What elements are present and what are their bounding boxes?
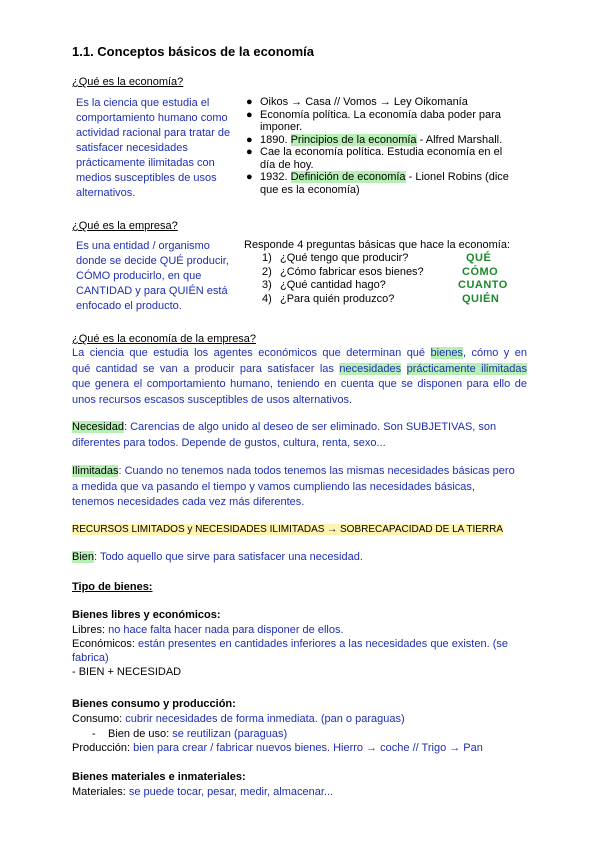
paragraph-bien: Bien: Todo aquello que sirve para satisfacer una necesidad. [72,551,363,563]
paragraph-line: qué cantidad se van a producir para satisfacer las necesidades prácticamente ilimitadas [72,362,527,375]
recursos-banner: RECURSOS LIMITADOS y NECESIDADES ILIMITADAS → SOBRECAPACIDAD DE LA TIERRA [72,524,504,535]
heading-empresa: ¿Qué es la empresa? [72,220,178,232]
definition-line: alternativos. [76,187,136,199]
definition-economia [76,96,230,201]
paragraph-line: a medida que va pasando el tiempo y vamos cumpliendo las necesidades básicas, [72,480,475,493]
definition-line: medios susceptibles de usos [76,172,217,184]
bienes-line: Libres: no hace falta hacer nada para disponer de ellos. [72,624,344,636]
bienes-line: fabrica) [72,652,109,664]
group-consumo-produccion [72,712,483,756]
bullet-item: ● Cae la economía política. Estudia economía en el [246,146,503,158]
definition-line: Es una entidad / organismo [76,240,210,252]
paragraph-line: Ilimitadas: Cuando no tenemos nada todos tenemos las mismas necesidades básicas pero [72,465,515,477]
bienes-line: - BIEN + NECESIDAD [72,666,182,678]
bienes-line: Materiales: se puede tocar, pesar, medir, almacenar... [72,786,334,798]
preguntas-intro: Responde 4 preguntas básicas que hace la economía: [244,239,511,251]
definition-line: satisfacer necesidades [76,142,188,154]
definition-line: CANTIDAD y para QUIÉN está [76,285,228,297]
paragraph-line: La ciencia que estudia los agentes económicos que determinan qué bienes, cómo y en [72,347,527,359]
bienes-line: Consumo: cubrir necesidades de forma inmediata. (pan o paraguas) [72,713,405,725]
group-libres-economicos [72,623,508,679]
heading-materiales-inmateriales: Bienes materiales e inmateriales: [72,771,246,783]
paragraph-line: que genera el comportamiento humano, teniendo en cuenta que se disponen para ello de [72,378,527,390]
heading-libres-economicos: Bienes libres y económicos: [72,609,221,621]
bullet-item: ● Economía política. La economía daba poder para [246,108,501,121]
pregunta-item: 2) ¿Cómo fabricar esos bienes? CÓMO [262,265,499,278]
pregunta-item: 3) ¿Qué cantidad hago? CUANTO [262,279,508,291]
paragraph-necesidad [72,420,496,451]
bullet-item-cont: que es la economía) [260,183,360,196]
heading-consumo-produccion: Bienes consumo y producción: [72,698,236,710]
bienes-line: Producción: bien para crear / fabricar nuevos bienes. Hierro → coche // Trigo → Pan [72,742,483,754]
definition-line: enfocado el producto. [76,300,182,312]
paragraph-line: unos recursos escasos susceptibles de usos alternativos. [72,393,353,406]
bullet-item: ● 1890. Principios de la economía - Alfred Marshall. [246,133,503,146]
economia-bullets [246,96,509,196]
pregunta-item: 4) ¿Para quién produzco? QUIÉN [262,292,500,305]
paragraph-line: tenemos necesidades cada vez más diferentes. [72,496,305,508]
definition-line: comportamiento humano como [76,112,228,124]
definition-line: actividad racional para tratar de [76,127,231,139]
pregunta-item: 1) ¿Qué tengo que producir? QUÉ [262,252,492,264]
definition-line: prácticamente ilimitadas con [76,157,215,169]
heading-tipos-bienes: Tipo de bienes: [72,581,153,593]
bienes-line: - Bien de uso: se reutilizan (paraguas) [92,727,288,740]
bullet-item: ● Oikos → Casa // Vomos → Ley Oikomanía [246,96,468,108]
bienes-line: Económicos: están presentes en cantidades inferiores a las necesidades que existen. (se [72,638,508,650]
bullet-item-cont: imponer. [260,121,303,133]
section-title: 1.1. Conceptos básicos de la economía [72,44,315,59]
definition-line: donde se decide QUÉ producir, [76,255,229,267]
heading-economia: ¿Qué es la economía? [72,76,184,88]
paragraph-line: diferentes para todos. Depende de gustos, cultura, renta, sexo... [72,436,386,449]
paragraph-line: Necesidad: Carencias de algo unido al deseo de ser eliminado. Son SUBJETIVAS, son [72,421,497,433]
definition-line: CÓMO producirlo, en que [76,270,202,282]
definition-empresa [76,239,229,314]
definition-line: Es la ciencia que estudia el [76,97,210,109]
preguntas-list [262,252,508,306]
heading-economia-empresa: ¿Qué es la economía de la empresa? [72,333,257,345]
bullet-item-cont: día de hoy. [260,158,314,171]
paragraph-ilimitadas [72,464,515,511]
bullet-item: ● 1932. Definición de economía - Lionel Robins (dice [246,171,509,183]
paragraph-economia-empresa [72,346,527,408]
